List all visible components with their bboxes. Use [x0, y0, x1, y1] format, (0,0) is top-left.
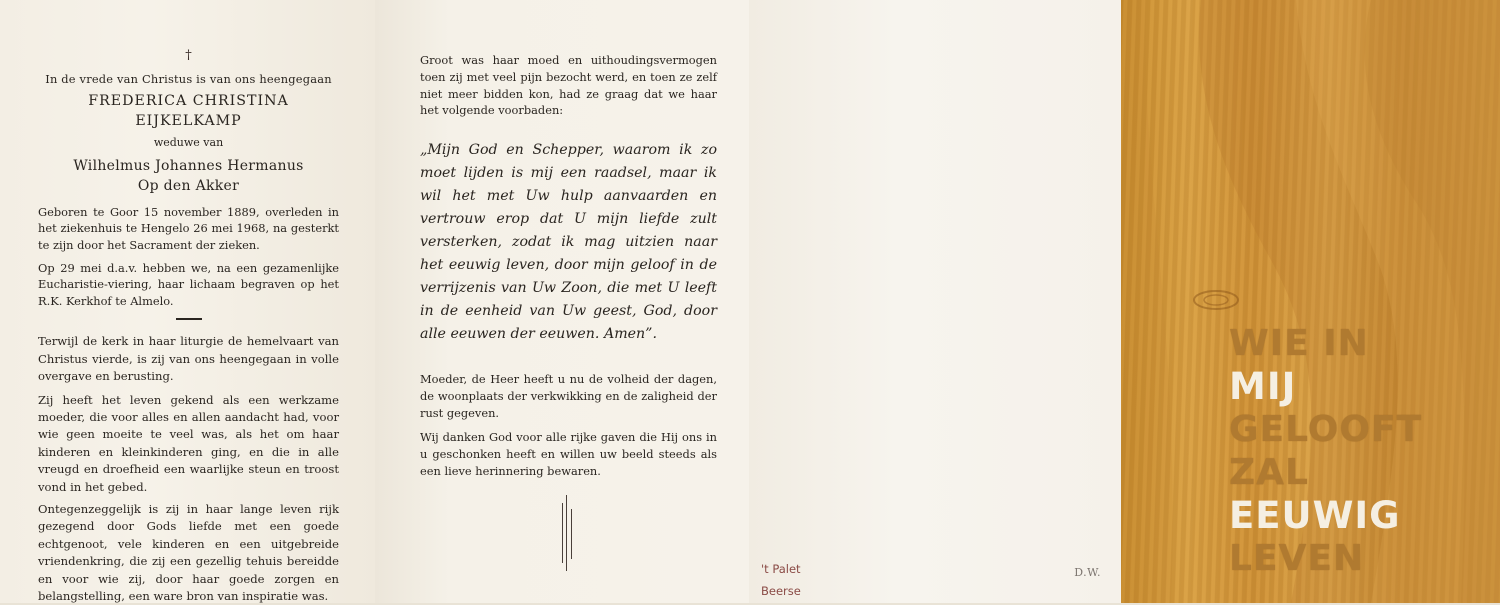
panel-back — [749, 0, 1121, 603]
obituary-paragraph: Zij heeft het leven gekend als een werkzame moeder, die voor alles en allen aandacht had, voor wie geen moeite te veel was, als het om haar kinderen en kleinkinderen ging, en die in alle vreugd en droefheid een waarlijke steun en troost vond in het gebed. — [38, 392, 339, 494]
deceased-name-line2: EIJKELKAMP — [135, 113, 242, 130]
cover-title — [1229, 322, 1422, 580]
deceased-name-line1: FREDERICA CHRISTINA — [88, 93, 289, 110]
widow-of-text: weduwe van — [153, 136, 224, 150]
prayer-text: „Mijn God en Schepper, waarom ik zo moet lijden is mij een raadsel, maar ik wil het met Uw hulp aanvaarden en vertrouw erop dat U mijn liefde zult versterken, zodat ik mag uitzien naar het eeuwig leven, door mijn geloof in de verrijzenis van Uw Zoon, die met U leeft in de eenheid van Uw geest, God, door alle eeuwen der eeuwen. Amen”. — [420, 142, 717, 343]
panel-prayer — [375, 0, 749, 603]
panel-obituary — [0, 0, 375, 603]
designer-initials: D.W. — [1074, 566, 1101, 579]
cover-line: EEUWIG — [1229, 494, 1401, 537]
burial-text: Op 29 mei d.a.v. hebben we, na een gezamenlijke Eucharistie-viering, haar lichaam begraven op het R.K. Kerkhof te Almelo. — [38, 260, 339, 308]
obituary-body — [38, 333, 339, 605]
obituary-paragraph: Ontegenzeggelijk is zij in haar lange leven rijk gezegend door Gods liefde met een goede echtgenoot, vele kinderen en een uitgebreide vriendenkring, die zij een gezellig tehuis bereidde en voor wie zij, door haar goede zorgen en belangstelling, een ware bron van inspiratie was. — [38, 502, 339, 604]
cover-line: GELOOFT — [1229, 409, 1423, 450]
husband-name-line2: Op den Akker — [137, 177, 240, 194]
intro-text: In de vrede van Christus is van ons heengegaan — [45, 71, 332, 86]
ornament-lines-icon — [562, 495, 576, 571]
cover-line: ZAL — [1229, 452, 1309, 493]
cover-line: MIJ — [1229, 365, 1297, 408]
cover-line: WIE IN — [1229, 323, 1369, 364]
panel-cover — [1121, 0, 1500, 603]
cross-icon: † — [185, 48, 192, 63]
cover-line: LEVEN — [1229, 538, 1365, 579]
printer-name: 't Palet — [761, 562, 801, 576]
printer-credit — [761, 558, 801, 602]
printer-location: Beerse — [761, 584, 801, 598]
birth-death-text: Geboren te Goor 15 november 1889, overleden in het ziekenhuis te Hengelo 26 mei 1968, na gesterkt te zijn door het Sacrament der zieken. — [38, 204, 339, 252]
closing-paragraph: Wij danken God voor alle rijke gaven die Hij ons in u geschonken heeft en willen uw beeld steeds als een lieve herinnering bewaren. — [420, 430, 717, 479]
divider — [176, 318, 202, 320]
closing-paragraph: Moeder, de Heer heeft u nu de volheid der dagen, de woonplaats der verkwikking en de zaligheid der rust gegeven. — [420, 372, 717, 421]
prayer-intro: Groot was haar moed en uithoudingsvermogen toen zij met veel pijn bezocht werd, en toen ze zelf niet meer bidden kon, had ze graag dat we haar het volgende voorbaden: — [420, 53, 717, 118]
husband-name-line1: Wilhelmus Johannes Hermanus — [73, 157, 304, 174]
obituary-paragraph: Terwijl de kerk in haar liturgie de hemelvaart van Christus vierde, is zij van ons heengegaan in volle overgave en berusting. — [38, 334, 339, 384]
